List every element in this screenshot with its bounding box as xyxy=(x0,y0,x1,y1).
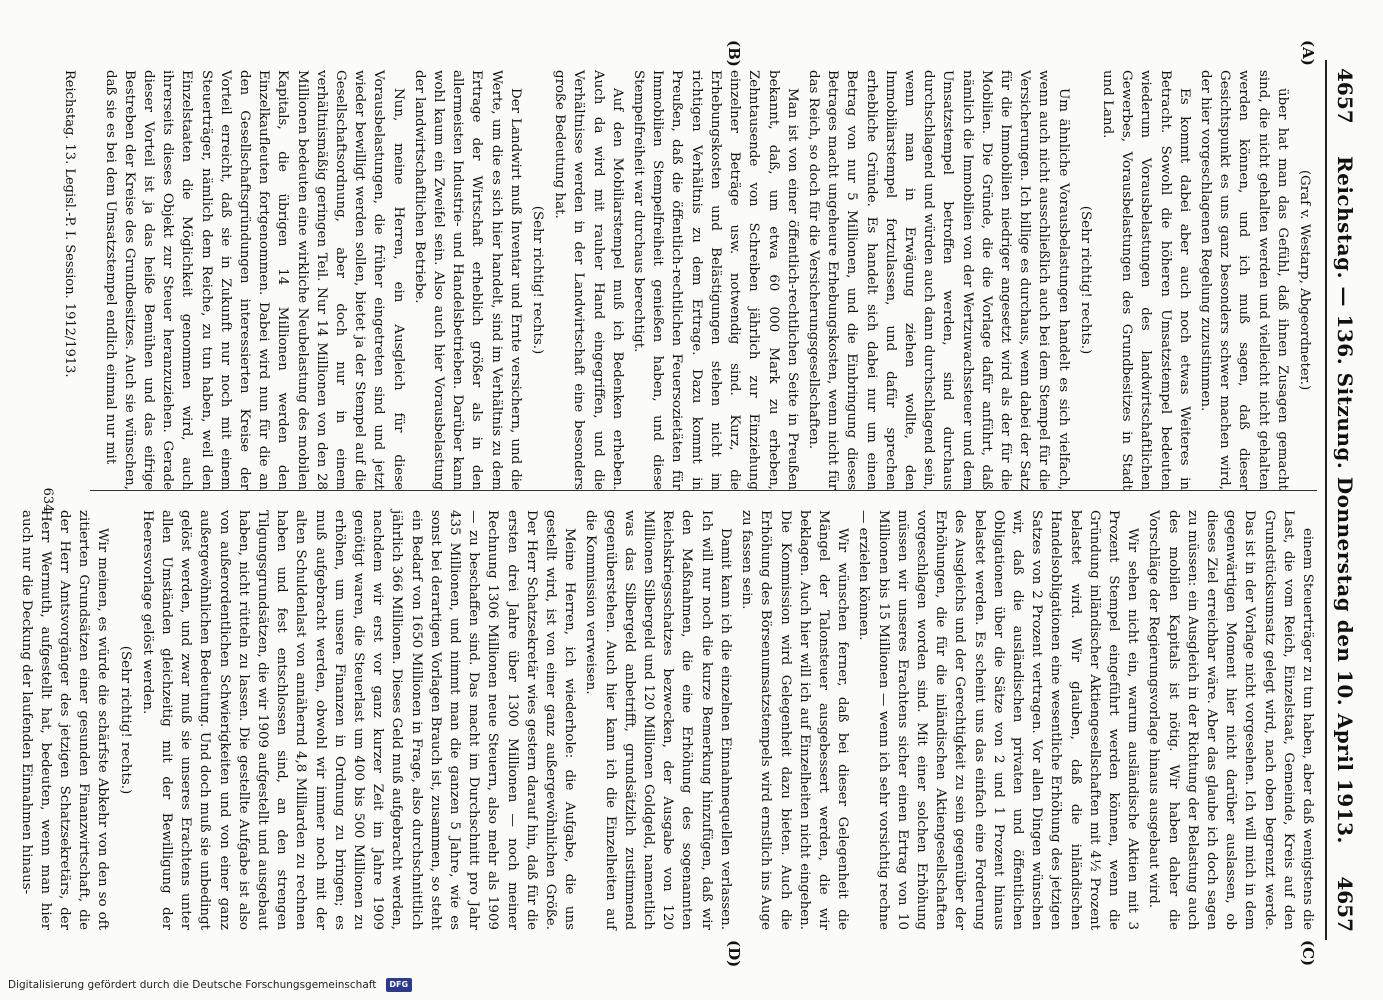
margin-mark-d: (D) xyxy=(725,940,743,968)
paragraph: Wir meinen, es würde die schärfste Abkehr von den so oft zitierten Grundsätzen einer gesunden Finanzwirtschaft, die der Herr Amtsvorgänger des jetzigen Schatzsekretärs, der Herr Wermuth, aufgestellt hat, bedeuten, wenn man hier auch nur die Deckung der laufenden Einnahmen hinaus- xyxy=(18,510,111,930)
interjection: (Sehr richtig! rechts.) xyxy=(1077,205,1093,355)
interjection: (Graf v. Westarp, Abgeordneter.) xyxy=(1297,169,1312,391)
page-number-left: 4657 xyxy=(1333,68,1357,124)
paragraph: Nun, meine Herren, ein Ausgleich für diese Vorausbelastungen, die früher eingetreten sind und jetzt wieder bewilligt werden sollen, bietet ja der Stempel auf die Gesellschaftsordnung, aber doch nur in einem verhältnismäßig geringen Teil. Nur 14 Millionen von den 28 Millionen bedeuten eine wirkliche Neubelastung des mobilen Kapitals, die übrigen 14 Millionen werden den Einzelkaufleuten fortgenommen. Dabei wird nun für die an den Gesellschaftsgründungen interessierten Kreise der Vorteil erreicht, daß sie in Zukunft nur noch mit einem Steuerträger, nämlich dem Reiche, zu tun haben, weil den Einzelstaaten die Möglichkeit genommen wird, auch ihrerseits dieses Objekt zur Steuer heranzuziehen. Gerade dieser Vorteil ist ja das heiße Bemühen und das eifrige Bestreben der Kreise des Grundbesitzes. Auch sie wünschen, daß sie es bei dem Umsatzstempel endlich einmal nur mit xyxy=(102,70,406,490)
interjection: (Sehr richtig! rechts.) xyxy=(530,205,546,355)
digitization-note xyxy=(8,978,412,992)
interjection: (Sehr richtig! rechts.) xyxy=(117,645,133,795)
paragraph: Wir sehen nicht ein, warum ausländische Aktien mit 3 Prozent Stempel eingeführt werden können, wenn die Gründung inländischer Aktiengesellschaften mit 4½ Prozent belastet wird. Wir glauben, daß die inländischen Handelsobligationen eine wesentliche Erhöhung des jetzigen Satzes von 2 Prozent vertragen. Vor allen Dingen wünschen wir, daß die ausländischen privaten und öffentlichen Obligationen über die Sätze von 2 und 1 Prozent hinaus belastet werden. Es scheint uns das einfach eine Forderung des Ausgleichs und der Gerechtigkeit zu sein gegenüber der Erhöhungen, die für die inländischen Aktiengesellschaften vorgeschlagen worden sind. Mit einer solchen Erhöhung müssen wir unseres Erachtens sicher einen Ertrag von 10 Millionen bis 15 Millionen — wenn ich sehr vorsichtig rechne — erzielen können. xyxy=(856,510,1141,930)
page-title: Reichstag. — 136. Sitzung. Donnerstag den 10. April 1913. xyxy=(1333,155,1357,845)
text-column-left xyxy=(90,70,1317,490)
text-column-right xyxy=(18,510,1317,930)
footer-session-info: Reichstag. 13. Legisl.-P. I. Session. 1912/1913. xyxy=(62,70,77,378)
margin-mark-a: (A) xyxy=(1299,40,1317,66)
margin-mark-c: (C) xyxy=(1299,940,1317,967)
digitization-text: Digitalisierung gefördert durch die Deutsche Forschungsgemeinschaft xyxy=(8,979,377,991)
paragraph: über hat man das Gefühl, daß ihnen Zusagen gemacht sind, die nicht gehalten werden und vielleicht nicht gehalten werden können, und ich muß sagen, daß dieser Gesichtspunkt es uns ganz besonders schwer machen wird, der hier vorgeschlagenen Regelung zuzustimmen. xyxy=(1197,70,1290,490)
paragraph: Wir wünschen ferner, daß bei dieser Gelegenheit die Mängel der Talonsteuer ausgebessert werden, die wir beklagen. Auch hier will ich auf Einzelheiten nicht eingehen. Die Kommission wird Gelegenheit dazu bieten. Auch die Erhöhung des Börsenumsatzstempels wird ernstlich ins Auge zu fassen sein. xyxy=(739,510,851,930)
paragraph: Um ähnliche Vorausbelastungen handelt es sich vielfach, wenn auch nicht ausschließlich auch bei dem Stempel für die Versicherungen. Ich billige es durchaus, wenn dabei der Satz für die Immobilien niedriger angesetzt wird als der für die Mobilien. Die Gründe, die die Vorlage dafür anführt, daß nämlich die Immobilien von der Wertzuwachssteuer und dem Umsatzstempel betroffen werden, sind durchaus durchschlagend und würden auch dann durchschlagend sein, wenn man in Erwägung ziehen wollte, den Immobiliarstempel fortzulassen, und dafür sprechen erhebliche Gründe. Es handelt sich dabei nur um einen Betrag von nur 5 Millionen, und die Einbringung dieses Betrages macht ungeheure Erhebungskosten, wenn nicht für das Reich, so doch für die Versicherungsgesellschaften. xyxy=(805,70,1071,490)
paragraph: Damit kann ich die einzelnen Einnahmequellen verlassen. Ich will nur noch die kurze Bemerkung hinzufügen, daß wir den Maßnahmen, die eine Erhöhung des sogenannten Reichskriegsschatzes bezwecken, der Ausgabe von 120 Millionen Silbergeld und 120 Millionen Goldgeld, namentlich was das Silbergeld anbetrifft, grundsätzlich zustimmend gegenüberstehen. Auch hier kann ich die Einzelheiten auf die Kommission verweisen. xyxy=(583,510,733,930)
margin-mark-b: (B) xyxy=(725,40,743,67)
footer-page-number: 634 xyxy=(40,487,55,513)
paragraph: Man ist von einer öffentlich-rechtlichen Seite in Preußen bekannt, daß, um etwa 60 000 Mark zu erheben, Zehntausende von Schreiben jährlich zur Einziehung einzelner Beträge usw. notwendig sind. Kurz, die Erhebungskosten und Belästigungen stehen nicht im richtigen Verhältnis zu dem Ertrage. Dazu kommt in Preußen, daß die öffentlich-rechtlichen Feuersozietäten für Immobilien Stempelfreiheit genießen haben, und diese Stempelfreiheit war durchaus berechtigt. xyxy=(631,70,800,490)
paragraph: Auf den Mobiliarstempel muß ich Bedenken erheben. Auch da wird mit rauher Hand eingegriffen, und die Verhältnisse werden in der Landwirtschaft eine besonders große Bedeutung hat. xyxy=(552,70,625,490)
column-divider xyxy=(90,490,1317,491)
page-header xyxy=(1325,60,1361,940)
paragraph: Meine Herren, ich wiederhole: die Aufgabe, die uns gestellt wird, ist von einer ganz außergewöhnlichen Größe. Der Herr Schatzsekretär wies gestern darauf hin, daß für die ersten drei Jahre über 1300 Millionen — noch meiner Rechnung 1306 Millionen neue Steuern, also mehr als 1909 — zu beschaffen sind. Das macht im Durchschnitt pro Jahr 435 Millionen, und nimmt man die ganzen 5 Jahre, wie es sonst bei derartigen Vorlagen Brauch ist, zusammen, so steht ein Bedarf von 1650 Millionen in Frage, also durchschnittlich jährlich 366 Millionen. Dieses Geld muß aufgebracht werden, nachdem wir erst vor ganz kurzer Zeit im Jahre 1909 genötigt waren, die Steuerlast um 400 bis 500 Millionen zu erhöhen, um unsere Finanzen in Ordnung zu bringen; es muß aufgebracht werden, obwohl wir immer noch mit der alten Schuldenlast von annähernd 4,8 Milliarden zu rechnen haben und fest entschlossen sind, an den strengen Tilgungsgrundsätzen, die wir 1909 aufgestellt und ausgebaut haben, nicht rütteln zu lassen. Die gestellte Aufgabe ist also von außerordentlichen Schwierigkeiten und von einer ganz außergewöhnlichen Bedeutung. Und doch muß sie unbedingt gelöst werden, und zwar muß sie unseres Erachtens unter allen Umständen gleichzeitig mit der Bewilligung der Heeresvorlage gelöst werden. xyxy=(139,510,578,930)
paragraph: Der Landwirt muß Inventar und Ernte versichern, und die Werte, um die es sich hier handelt, sind im Verhältnis zu dem Ertrage der Wirtschaft erheblich größer als in den allermeisten Industrie- und Handelsbetrieben. Darüber kann wohl kaum ein Zweifel sein. Also auch hier Vorausbelastung der landwirtschaftlichen Betriebe. xyxy=(411,70,523,490)
page-number-right: 4657 xyxy=(1333,876,1357,932)
paragraph: einem Steuerträger zu tun haben, aber daß wenigstens die Last, die vom Reich, Einzelstaat, Gemeinde, Kreis auf den Grundstücksumsatz gelegt wird, nach oben begrenzt werde. Das ist in der Vorlage nicht vorgesehen. Ich will mich in dem gegenwärtigen Moment hier nicht darüber auslassen, ob dieses Ziel erreichbar wäre. Aber das glaube ich doch sagen zu müssen: ein Ausgleich in der Richtung der Belastung auch des mobilen Kapitals ist nötig. Wir haben daher die Vorschläge der Regierungsvorlage hinaus ausgebaut wird. xyxy=(1146,510,1315,930)
paragraph: Es kommt dabei aber auch noch etwas Weiteres in Betracht. Sowohl die höheren Umsatzstempel bedeuten wiederum Vorausbelastungen des landwirtschaftlichen Gewerbes, Vorausbelastungen des Grundbesitzes in Stadt und Land. xyxy=(1099,70,1192,490)
dfg-logo: DFG xyxy=(386,978,412,992)
